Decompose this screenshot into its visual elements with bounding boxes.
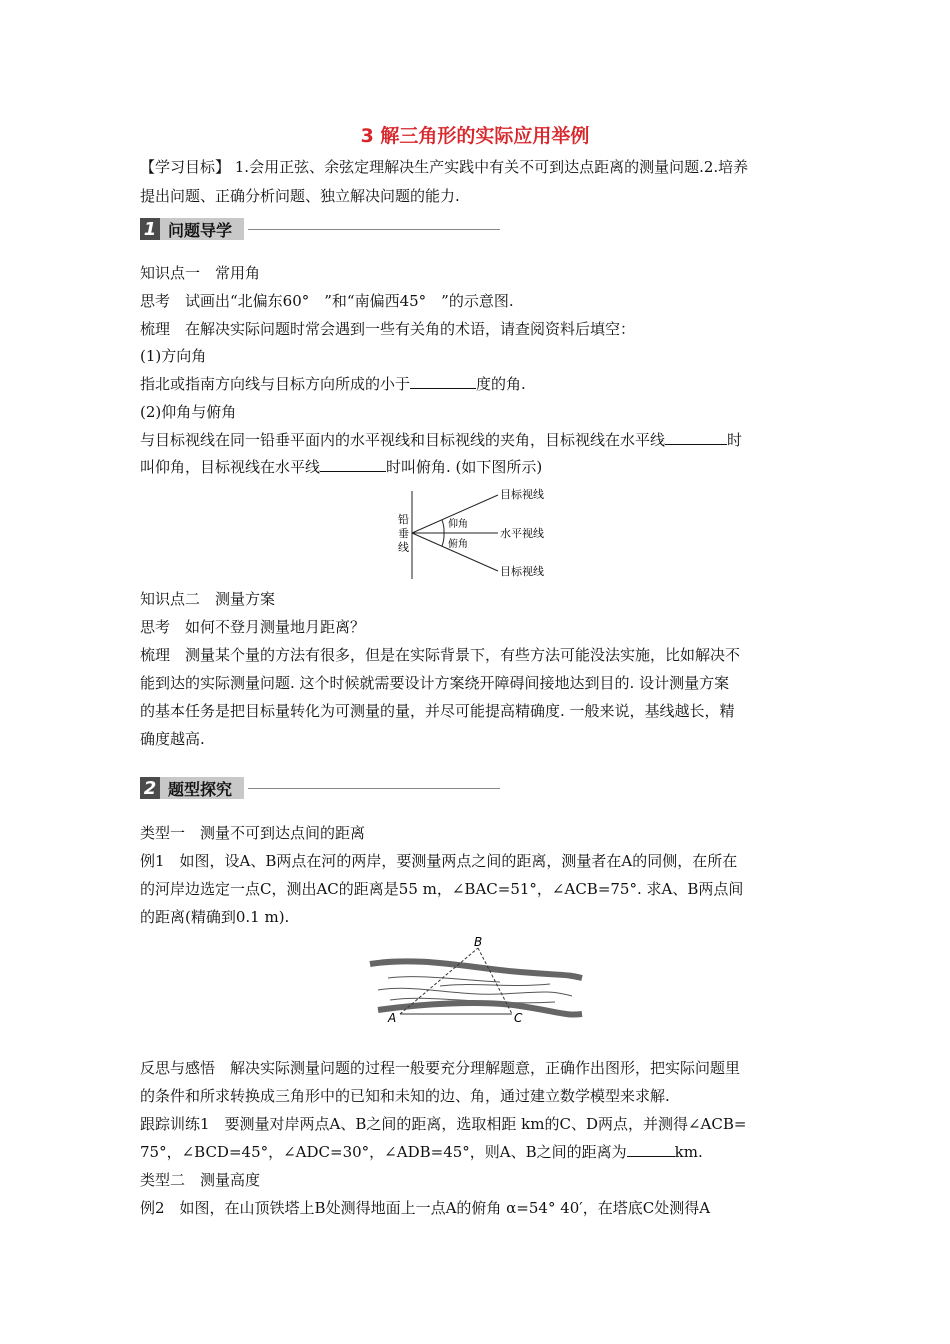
type2-heading: 类型二 测量高度 (140, 1171, 261, 1189)
track-text-b: km. (674, 1143, 703, 1161)
example2-line-1: 例2 如图，在山顶铁塔上B处测得地面上一点A的俯角 α=54° 40′，在塔底C处测得A (140, 1199, 711, 1217)
tracking-exercise-line-1: 跟踪训练1 要测量对岸两点A、B之间的距离，选取相距 km的C、D两点，并测得∠ACB= (140, 1115, 747, 1133)
river-wave (440, 984, 550, 986)
kp1-item2-line1 (140, 430, 742, 450)
point-A-label: A (388, 1011, 397, 1024)
river-wave (378, 988, 572, 996)
kp2-think: 思考 如何不登月测量地月距离？ (140, 618, 366, 636)
plumb-label-1: 铅 (398, 513, 409, 526)
plumb-label-3: 线 (398, 541, 409, 554)
track-text-a: 75°，∠BCD=45°，∠ADC=30°，∠ADB=45°，则A、B之间的距离为 (140, 1143, 627, 1161)
reflection-line-2: 的条件和所求转换成三角形中的已知和未知的边、角，通过建立数学模型来求解. (140, 1087, 670, 1105)
kp2-comb-4: 确度越高. (140, 730, 205, 748)
kp1-item2: (2)仰角与俯角 (140, 403, 237, 421)
elevation-arc (442, 520, 444, 533)
reflection-line-1: 反思与感悟 解决实际测量问题的过程一般要充分理解题意，正确作出图形，把实际问题里 (140, 1059, 741, 1077)
section-number: 2 (140, 777, 160, 799)
section-header-1 (140, 217, 500, 241)
depression-angle-label: 俯角 (448, 539, 468, 550)
kp2-comb-2: 能到达的实际测量问题. 这个时候就需要设计方案绕开障碍间接地达到目的. 设计测量方案 (140, 674, 730, 692)
item2-line2-a: 叫仰角，目标视线在水平线 (140, 458, 321, 476)
kp1-comb: 梳理 在解决实际问题时常会遇到一些有关角的术语，请查阅资料后填空： (140, 320, 636, 338)
fill-blank[interactable] (410, 374, 476, 389)
example1-line-1: 例1 如图，设A、B两点在河的两岸，要测量两点之间的距离，测量者在A的同侧，在所在 (140, 852, 738, 870)
target-sight-top-label: 目标视线 (500, 488, 544, 501)
section-header-2 (140, 776, 500, 800)
plumb-label-2: 垂 (398, 527, 409, 540)
fill-blank[interactable] (320, 457, 386, 472)
page-title: 3 解三角形的实际应用举例 (360, 125, 590, 147)
item2-line1-b: 时 (727, 431, 743, 449)
kp2-comb-3: 的基本任务是把目标量转化为可测量的量，并尽可能提高精确度. 一般来说，基线越长，精 (140, 702, 735, 720)
kp2-comb-1: 梳理 测量某个量的方法有很多，但是在实际背景下，有些方法可能没法实施，比如解决不 (140, 646, 741, 664)
angle-diagram (390, 483, 560, 581)
objectives-line-2: 提出问题、正确分析问题、独立解决问题的能力. (140, 187, 460, 205)
point-B-label: B (474, 935, 483, 949)
section-rule (248, 229, 500, 230)
kp1-heading: 知识点一 常用角 (140, 264, 261, 282)
tracking-exercise-line-2 (140, 1142, 703, 1162)
point-C-label: C (514, 1011, 523, 1024)
kp1-item1: (1)方向角 (140, 347, 207, 365)
section-rule (248, 788, 500, 789)
example1-line-2: 的河岸边选定一点C，测出AC的距离是55 m，∠BAC=51°，∠ACB=75°. 求A、B两点间 (140, 880, 744, 898)
objectives-line-1: 【学习目标】 1.会用正弦、余弦定理解决生产实践中有关不可到达点距离的测量问题.2.培养 (140, 158, 749, 176)
type1-heading: 类型一 测量不可到达点间的距离 (140, 824, 366, 842)
item2-line2-b: 时叫俯角. (如下图所示) (386, 458, 543, 476)
item1-text-a: 指北或指南方向线与目标方向所成的小于 (140, 375, 411, 393)
depression-arc (442, 533, 444, 546)
section-label: 题型探究 (160, 777, 244, 799)
elevation-angle-label: 仰角 (448, 519, 468, 530)
item2-line1-a: 与目标视线在同一铅垂平面内的水平视线和目标视线的夹角，目标视线在水平线 (140, 431, 666, 449)
fill-blank[interactable] (665, 430, 727, 445)
section-label: 问题导学 (160, 218, 244, 240)
kp1-think: 思考 试画出“北偏东60° ”和“南偏西45° ”的示意图. (140, 292, 514, 310)
section-number: 1 (140, 218, 160, 240)
kp2-heading: 知识点二 测量方案 (140, 590, 276, 608)
fill-blank[interactable] (627, 1142, 675, 1157)
river-wave (388, 977, 500, 982)
river-bank-top (370, 961, 582, 978)
item1-text-b: 度的角. (476, 375, 526, 393)
example1-line-3: 的距离(精确到0.1 m). (140, 908, 290, 926)
river-bank-bottom (378, 1003, 582, 1014)
river-diagram (360, 934, 590, 1024)
target-sight-bottom-label: 目标视线 (500, 565, 544, 578)
kp1-item1-text (140, 374, 526, 394)
horizontal-sight-label: 水平视线 (500, 527, 544, 540)
kp1-item2-line2 (140, 457, 542, 477)
